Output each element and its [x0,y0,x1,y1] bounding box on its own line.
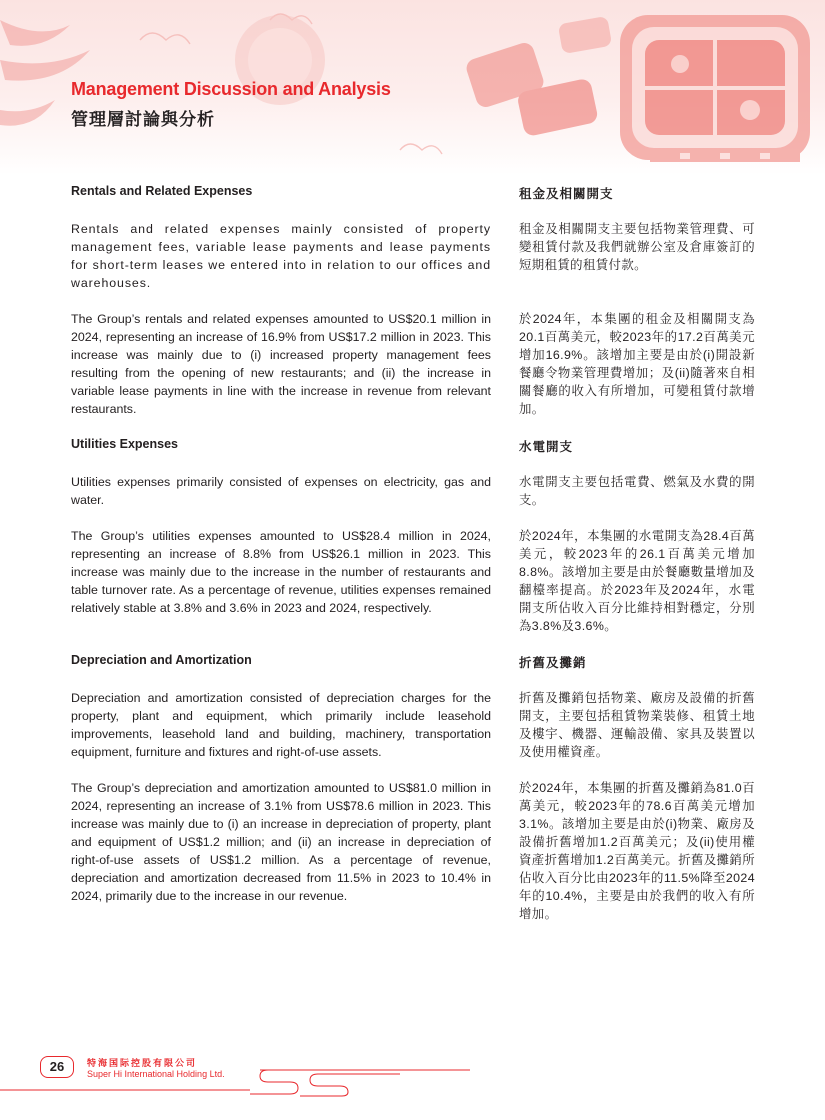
footer-company-name-zh: 特海国际控股有限公司 [87,1058,198,1068]
paragraph-rentals-2-en: The Group’s rentals and related expenses amounted to US$20.1 million in 2024, representing an increase of 16.9% from US$17.2 million in 2023. This increase was mainly due to (i) increased property management fees resulting from the opening of new restaurants; and (ii) the increase in variable lease payments in line with the increase in revenue from relevant restaurants. [71,312,491,416]
section-heading-utilities-en: Utilities Expenses [71,437,178,451]
page-number: 26 [40,1056,74,1078]
section-heading-utilities-zh: 水電開支 [519,440,574,454]
page-title-zh: 管理層討論與分析 [71,110,215,129]
paragraph-depreciation-2-zh: 於2024年，本集團的折舊及攤銷為81.0百萬美元，較2023年的78.6百萬美元增加3.1%。該增加主要是由於(i)物業、廠房及設備折舊增加1.2百萬美元；及(ii)使用權資產折舊增加1.2百萬美元。折舊及攤銷所佔收入百分比由2023年的11.5%降至2024年的10.4%，主要是由於我們的收入有所增加。 [519,781,755,921]
paragraph-depreciation-1-zh: 折舊及攤銷包括物業、廠房及設備的折舊開支，主要包括租賃物業裝修、租賃土地及樓宇、機器、運輸設備、家具及裝置以及使用權資產。 [519,691,755,759]
paragraph-rentals-1-en: Rentals and related expenses mainly consisted of property management fees, variable lease payments and lease payments for short-term leases we entered into in relation to our offices and warehouses. [71,222,491,290]
section-heading-rentals-en: Rentals and Related Expenses [71,184,253,198]
section-heading-depreciation-zh: 折舊及攤銷 [519,656,587,670]
paragraph-utilities-1-zh: 水電開支主要包括電費、燃氣及水費的開支。 [519,475,755,507]
footer-company-name-en: Super Hi International Holding Ltd. [87,1069,225,1079]
paragraph-rentals-1-zh: 租金及相關開支主要包括物業管理費、可變租賃付款及我們就辦公室及倉庫簽訂的短期租賃的租賃付款。 [519,222,755,272]
paragraph-utilities-2-zh: 於2024年，本集團的水電開支為28.4百萬美元，較2023年的26.1百萬美元增加8.8%。該增加主要是由於餐廳數量增加及翻檯率提高。於2023年及2024年，水電開支所佔收入百分比維持相對穩定，分別為3.8%及3.6%。 [519,529,755,633]
section-heading-depreciation-en: Depreciation and Amortization [71,653,252,667]
paragraph-utilities-1-en: Utilities expenses primarily consisted of expenses on electricity, gas and water. [71,475,491,507]
paragraph-depreciation-1-en: Depreciation and amortization consisted of depreciation charges for the property, plant and equipment, which primarily include leasehold improvements, leasehold land and building, machinery, transportation equipment, furniture and fixtures and right-of-use assets. [71,691,491,759]
section-heading-rentals-zh: 租金及相關開支 [519,187,614,201]
page-title-en: Management Discussion and Analysis [71,79,391,99]
paragraph-utilities-2-en: The Group’s utilities expenses amounted to US$28.4 million in 2024, representing an increase of 8.8% from US$26.1 million in 2023. This increase was mainly due to the increase in the number of restaurants and table turnover rate. As a percentage of revenue, utilities expenses remained relatively stable at 3.8% and 3.6% in 2023 and 2024, respectively. [71,529,491,615]
paragraph-depreciation-2-en: The Group’s depreciation and amortization amounted to US$81.0 million in 2024, representing an increase of 3.1% from US$78.6 million in 2023. This increase was mainly due to (i) an increase in depreciation of property, plant and equipment of US$1.2 million; and (ii) an increase in depreciation of right-of-use assets of US$1.2 million. As a percentage of revenue, depreciation and amortization decreased from 11.5% in 2023 to 10.4% in 2024, primarily due to the increase in our revenue. [71,781,491,903]
paragraph-rentals-2-zh: 於2024年，本集團的租金及相關開支為20.1百萬美元，較2023年的17.2百萬美元增加16.9%。該增加主要是由於(i)開設新餐廳令物業管理費增加；及(ii)隨著來自相關餐廳的收入有所增加，可變租賃付款增加。 [519,312,755,416]
